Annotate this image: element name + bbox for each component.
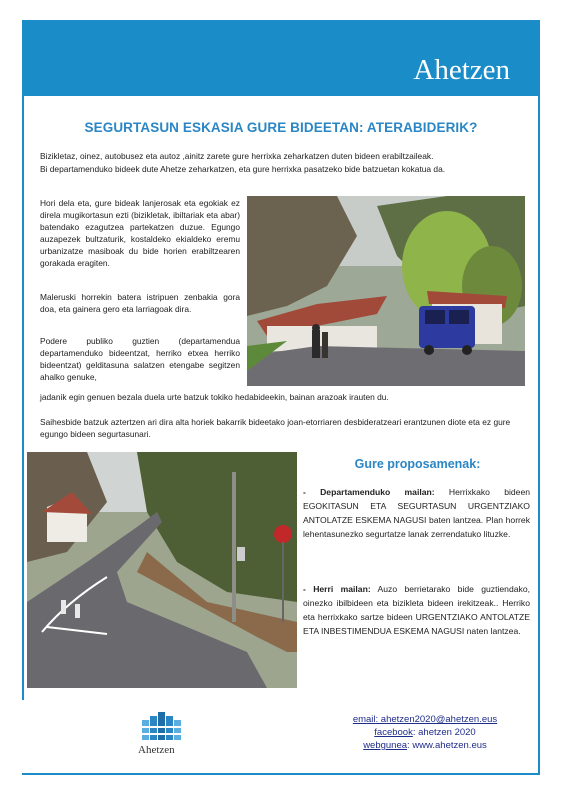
intro-line-1: Bizikletaz, oinez, autobusez eta autoz ,ainitz zarete gure herrixka zeharkatzen duten bideen erabiltzaileak.: [40, 151, 434, 161]
facebook-label: facebook: [374, 727, 413, 738]
email-label: email: [352, 714, 376, 725]
proposal-item-1-label: - Departamenduko mailan:: [303, 487, 435, 497]
contact-email[interactable]: [300, 713, 550, 726]
contact-block: [300, 713, 550, 752]
road-photo-curve: [27, 452, 297, 688]
paragraph-4: jadanik egin genuen bezala duela urte batzuk tokiko hedabideekin, bainan arazoak irauten du.: [40, 392, 389, 402]
web-label: webgunea: [363, 740, 408, 751]
proposal-item-herria: [303, 582, 530, 638]
frame-left-border: [22, 96, 24, 700]
contact-facebook[interactable]: [300, 726, 550, 739]
frame-right-border: [538, 96, 540, 774]
road-photo-houses: [247, 196, 525, 386]
proposal-item-departamendua: [303, 485, 530, 541]
article-title: SEGURTASUN ESKASIA GURE BIDEETAN: ATERABIDERIK?: [84, 120, 478, 135]
header-banner: [22, 20, 540, 96]
paragraph-3: Podere publiko guztien (departamendua departamenduko bideentzat, herriko etxea herriko bideentzat) gelditasuna salatzen etengabe segitzen ahalko genuke,: [40, 336, 240, 382]
logo-text: Ahetzen: [138, 744, 175, 756]
ahetzen-logo-icon: [140, 710, 186, 742]
paragraph-2: Maleruski horrekin batera istripuen zenbakia gora doa, eta gainera gero eta larriagoak dira.: [40, 292, 240, 314]
intro-text: [40, 150, 510, 175]
contact-web[interactable]: [300, 739, 550, 752]
facebook-value: : ahetzen 2020: [412, 727, 476, 738]
web-value: : www.ahetzen.eus: [407, 740, 487, 751]
paragraph-5: Saihesbide batzuk aztertzen ari dira alta horiek bakarrik bideetako joan-etorriaren desbideratzeari erantzunen diote eta ez gure egungo bideen segurtasunari.: [40, 417, 511, 439]
proposal-item-2-text: Auzo berrietarako bide guztiendako, oinezko ibilbideen eta bizikleta bideen irekitzeak.. Herriko eta herrixkako sartze bideen URGENTZIAKO ANTOLATZE ETA INBESTIMENDUA ESKEMA NAGUSI naten lantzea.: [303, 584, 530, 636]
paragraph-1: Hori dela eta, gure bideak lanjerosak eta egokiak ez direla mugikortasun ezti (bizikletak, ibiltariak eta abar) batendako ezagutzea partekatzen duzue. Egungo auzapezek bultzaturik, kostaldeko ekialdeko eremu urbanizatze masiboak du bide horien erabiltzearen gorakada eragiten.: [40, 198, 240, 268]
frame-bottom-border: [22, 773, 540, 775]
header-title: Ahetzen: [413, 54, 510, 86]
email-value: : ahetzen2020@ahetzen.eus: [375, 714, 498, 725]
proposal-item-2-label: - Herri mailan:: [303, 584, 371, 594]
proposal-item-1-text: Herrixkako bideen EGOKITASUN ETA SEGURTASUN URGENTZIAKO ANTOLATZE ESKEMA NAGUSI baten lantzea. Plan horrek lehentasunezko segurtatze lanak zerrendatuko lituzke.: [303, 487, 531, 539]
proposals-title: Gure proposamenak:: [354, 457, 481, 471]
intro-line-2: Bi departamenduko bideek dute Ahetze zeharkatzen, eta gure herrixka pasatzeko bide batzuetan kokatua da.: [40, 163, 446, 174]
